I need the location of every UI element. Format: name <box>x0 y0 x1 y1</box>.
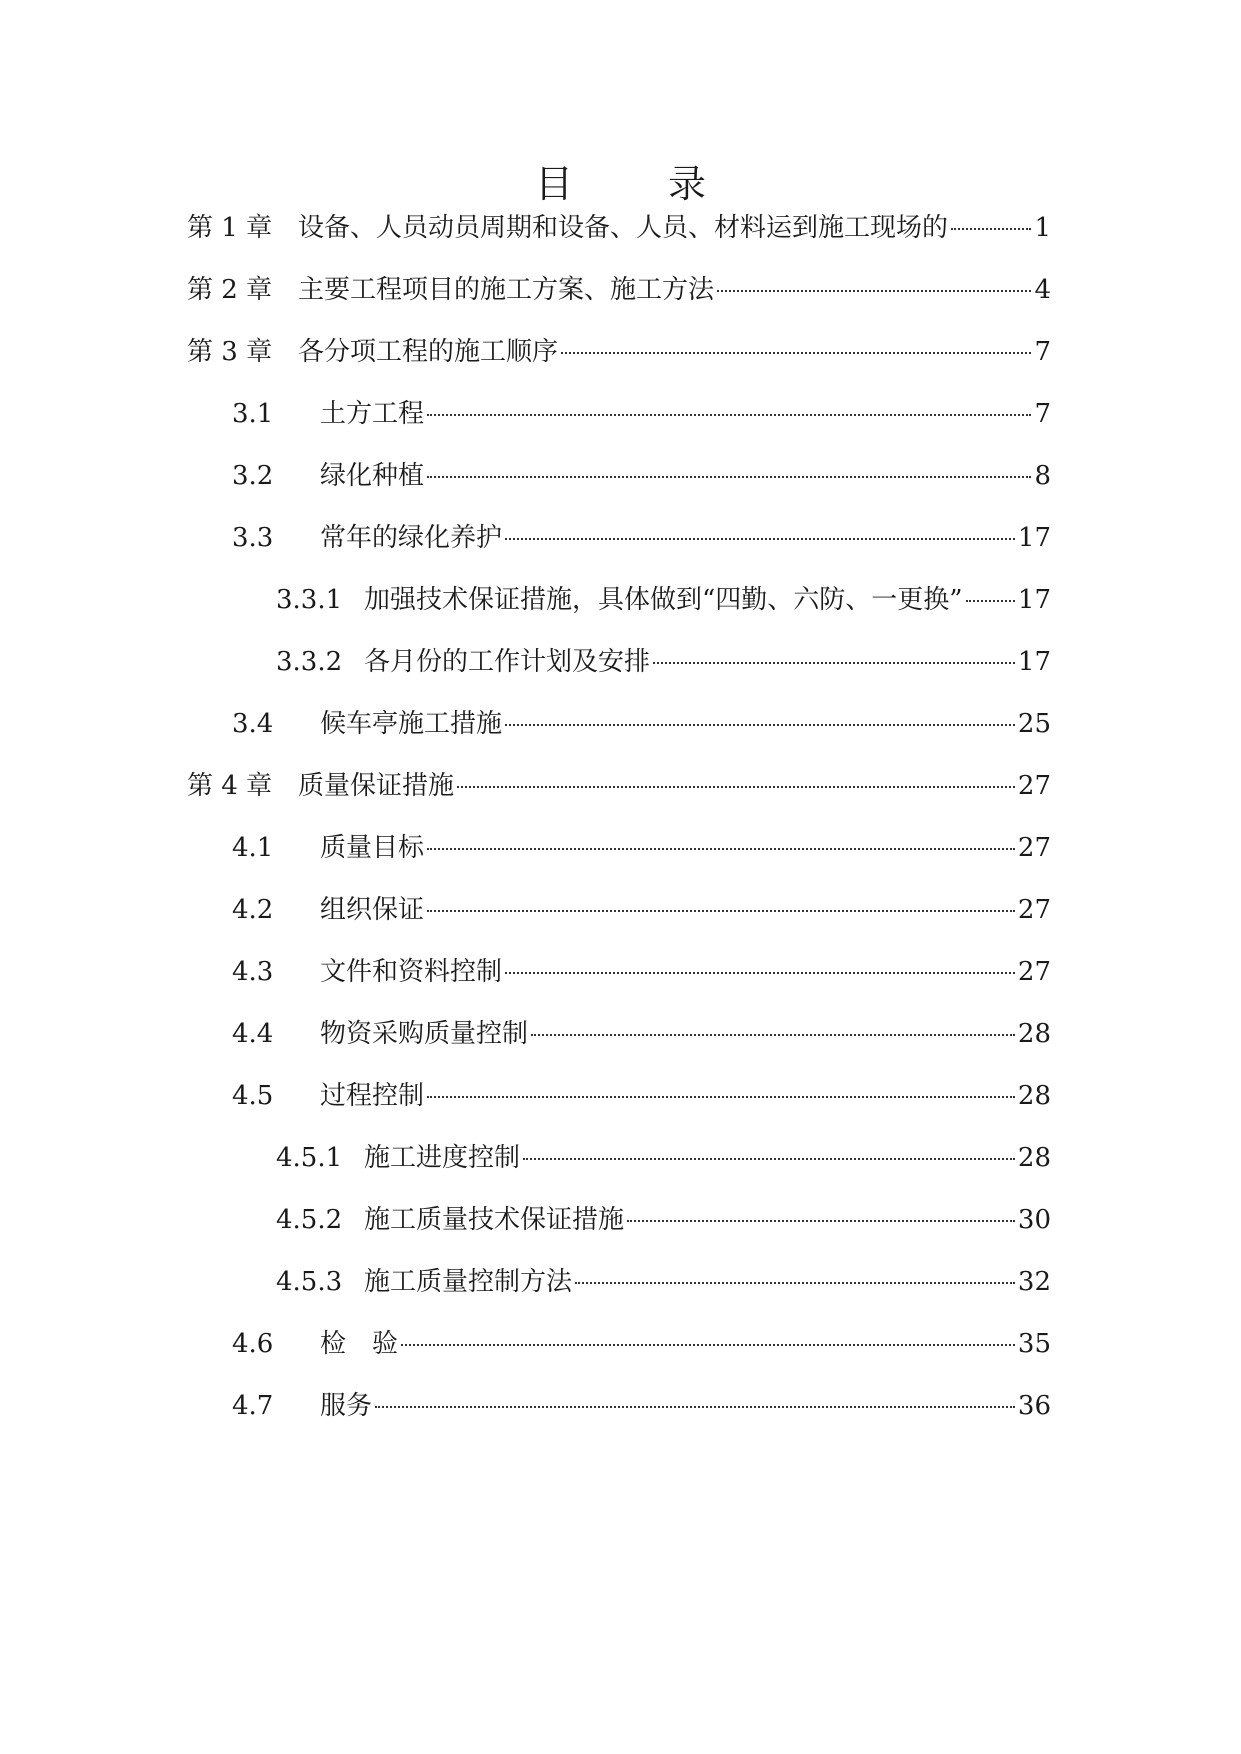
toc-entry[interactable] <box>232 1324 1051 1364</box>
toc-dot-leader <box>951 228 1031 230</box>
toc-entry-title: 物资采购质量控制 <box>320 1019 529 1049</box>
toc-entry-number: 第 3 章 <box>187 337 273 367</box>
toc-entry-page-number: 17 <box>1017 523 1051 553</box>
toc-entry-page-number: 17 <box>1017 647 1051 677</box>
toc-entry[interactable] <box>232 704 1051 744</box>
toc-entry[interactable] <box>232 890 1051 930</box>
toc-dot-leader <box>505 972 1015 974</box>
toc-entry[interactable] <box>187 332 1051 372</box>
toc-dot-leader <box>966 600 1015 602</box>
toc-entry-title: 各分项工程的施工顺序 <box>298 337 559 367</box>
toc-entry-title: 服务 <box>320 1391 373 1421</box>
toc-entry[interactable] <box>276 1138 1051 1178</box>
toc-entry-page-number: 27 <box>1017 895 1051 925</box>
toc-entry-title: 质量目标 <box>320 833 425 863</box>
toc-entry[interactable] <box>232 518 1051 558</box>
toc-entry-title: 检 验 <box>320 1329 399 1359</box>
toc-entry-number: 4.4 <box>232 1019 274 1049</box>
toc-dot-leader <box>627 1220 1015 1222</box>
toc-entry-page-number: 17 <box>1017 585 1051 615</box>
toc-entry-title: 绿化种植 <box>320 461 425 491</box>
toc-entry-page-number: 35 <box>1017 1329 1051 1359</box>
title-char-right: 录 <box>668 162 707 206</box>
toc-dot-leader <box>427 476 1031 478</box>
toc-dot-leader <box>575 1282 1015 1284</box>
toc-entry-page-number: 7 <box>1034 399 1051 429</box>
toc-entry-title: 施工进度控制 <box>364 1143 521 1173</box>
toc-entry-page-number: 27 <box>1017 957 1051 987</box>
toc-dot-leader <box>427 414 1031 416</box>
toc-entry-title: 文件和资料控制 <box>320 957 503 987</box>
toc-entry-title: 过程控制 <box>320 1081 425 1111</box>
toc-entry-number: 4.5.3 <box>276 1267 343 1297</box>
toc-entry-number: 4.5 <box>232 1081 274 1111</box>
toc-entry-number: 4.3 <box>232 957 274 987</box>
toc-entry-number: 4.6 <box>232 1329 274 1359</box>
toc-entry[interactable] <box>276 1262 1051 1302</box>
toc-entry-title: 施工质量技术保证措施 <box>364 1205 625 1235</box>
toc-entry-number: 4.5.1 <box>276 1143 343 1173</box>
toc-entry-page-number: 30 <box>1017 1205 1051 1235</box>
toc-entry[interactable] <box>187 208 1051 248</box>
toc-entry[interactable] <box>276 1200 1051 1240</box>
toc-entry[interactable] <box>232 1014 1051 1054</box>
toc-entry-title: 土方工程 <box>320 399 425 429</box>
toc-entry-title: 质量保证措施 <box>298 771 455 801</box>
toc-entry[interactable] <box>232 1076 1051 1116</box>
toc-dot-leader <box>717 290 1031 292</box>
toc-entry-title: 设备、人员动员周期和设备、人员、材料运到施工现场的 <box>298 213 949 243</box>
toc-entry-number: 4.2 <box>232 895 274 925</box>
toc-entry-page-number: 28 <box>1017 1019 1051 1049</box>
toc-entry-page-number: 7 <box>1034 337 1051 367</box>
toc-dot-leader <box>505 724 1015 726</box>
toc-dot-leader <box>531 1034 1015 1036</box>
toc-entry-page-number: 32 <box>1017 1267 1051 1297</box>
toc-dot-leader <box>427 1096 1015 1098</box>
toc-entry[interactable] <box>232 952 1051 992</box>
toc-entry-number: 4.5.2 <box>276 1205 343 1235</box>
toc-entry-page-number: 28 <box>1017 1081 1051 1111</box>
toc-dot-leader <box>457 786 1015 788</box>
toc-entry[interactable] <box>232 394 1051 434</box>
toc-entry[interactable] <box>276 580 1051 620</box>
toc-entry-page-number: 27 <box>1017 771 1051 801</box>
toc-entry-number: 第 4 章 <box>187 771 273 801</box>
toc-entry-title: 组织保证 <box>320 895 425 925</box>
toc-dot-leader <box>401 1344 1015 1346</box>
toc-dot-leader <box>523 1158 1015 1160</box>
toc-entry-page-number: 4 <box>1034 275 1051 305</box>
toc-entry-title: 常年的绿化养护 <box>320 523 503 553</box>
toc-entry-page-number: 8 <box>1034 461 1051 491</box>
toc-entry[interactable] <box>276 642 1051 682</box>
toc-entry-number: 3.4 <box>232 709 274 739</box>
toc-entry-page-number: 28 <box>1017 1143 1051 1173</box>
toc-entry-title: 候车亭施工措施 <box>320 709 503 739</box>
page-title <box>0 160 1241 208</box>
toc-entry-title: 加强技术保证措施，具体做到“四勤、六防、一更换” <box>364 585 963 615</box>
toc-entry-number: 3.3 <box>232 523 274 553</box>
toc-entry-number: 第 1 章 <box>187 213 273 243</box>
toc-entry-number: 4.1 <box>232 833 274 863</box>
toc-dot-leader <box>653 662 1015 664</box>
toc-entry-page-number: 25 <box>1017 709 1051 739</box>
toc-entry[interactable] <box>232 1386 1051 1426</box>
toc-entry-number: 第 2 章 <box>187 275 273 305</box>
toc-entry-page-number: 1 <box>1034 213 1051 243</box>
toc-entry-title: 主要工程项目的施工方案、施工方法 <box>298 275 715 305</box>
toc-entry-title: 各月份的工作计划及安排 <box>364 647 651 677</box>
toc-dot-leader <box>427 910 1015 912</box>
toc-dot-leader <box>561 352 1031 354</box>
toc-entry[interactable] <box>187 766 1051 806</box>
toc-dot-leader <box>505 538 1015 540</box>
toc-entry[interactable] <box>187 270 1051 310</box>
toc-dot-leader <box>427 848 1015 850</box>
toc-entry-page-number: 36 <box>1017 1391 1051 1421</box>
toc-entry-number: 3.1 <box>232 399 274 429</box>
toc-entry-page-number: 27 <box>1017 833 1051 863</box>
toc-entry-number: 3.3.2 <box>276 647 343 677</box>
toc-entry[interactable] <box>232 456 1051 496</box>
toc-entry[interactable] <box>232 828 1051 868</box>
toc-entry-number: 3.2 <box>232 461 274 491</box>
title-char-left: 目 <box>534 162 573 206</box>
toc-dot-leader <box>375 1406 1015 1408</box>
toc-entry-number: 4.7 <box>232 1391 274 1421</box>
toc-entry-title: 施工质量控制方法 <box>364 1267 573 1297</box>
toc-entry-number: 3.3.1 <box>276 585 343 615</box>
